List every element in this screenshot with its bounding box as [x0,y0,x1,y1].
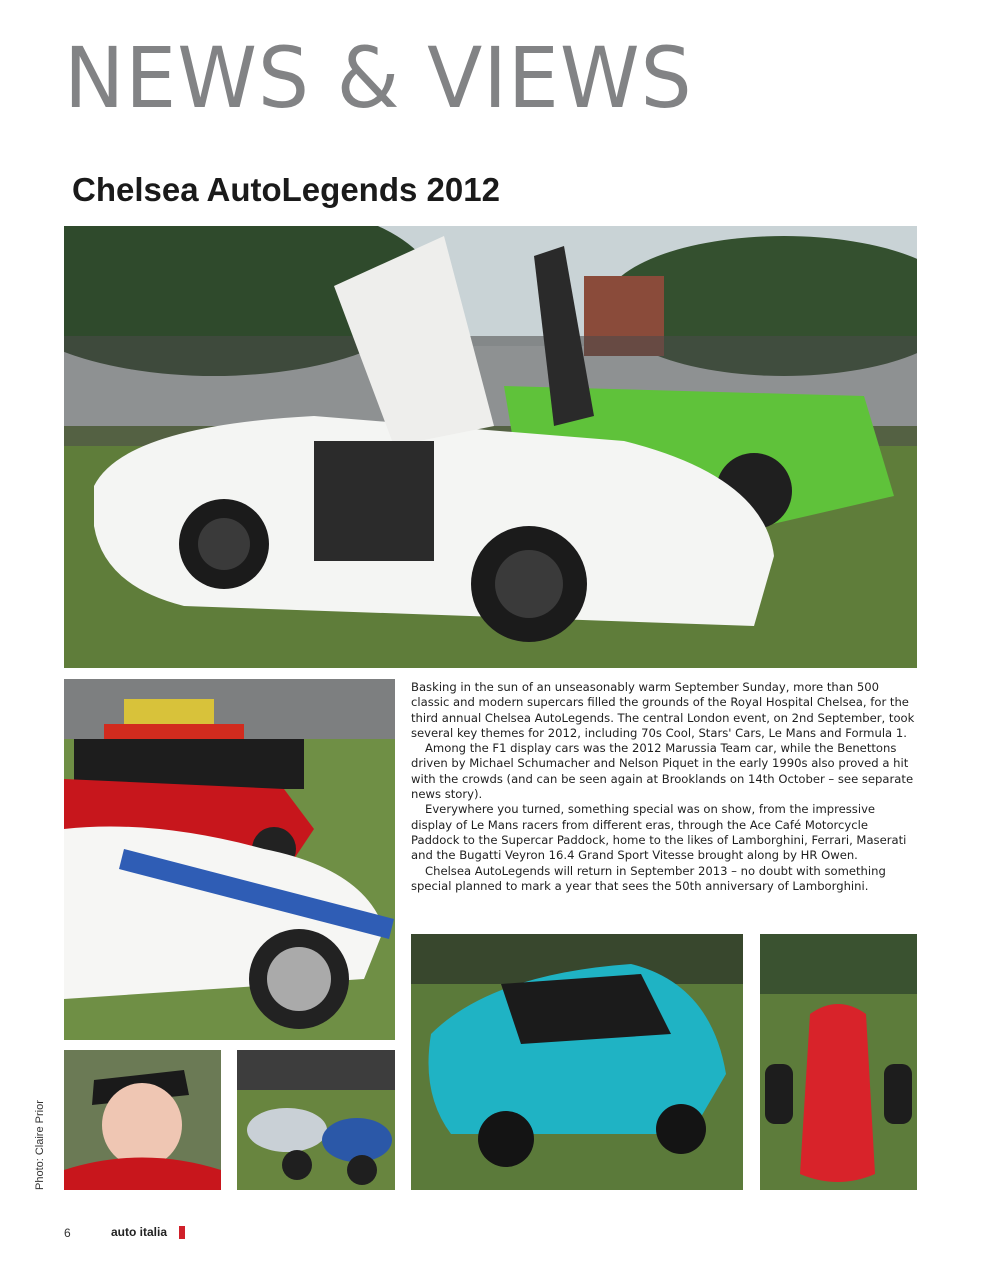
brand-marker [179,1226,185,1239]
headline: Chelsea AutoLegends 2012 [72,171,500,208]
photo-credit: Photo: Claire Prior [34,1100,46,1190]
photo-racing-car-row [64,679,395,1040]
photo-red-formula-car [760,934,917,1190]
photo-lamborghini-aventador [411,934,743,1190]
article-paragraph: Among the F1 display cars was the 2012 Marussia Team car, while the Benettons driven by Michael Schumacher and Nelson Piquet in the early 1990s also proved a hit with the crowds (and can be seen again at Brooklands on 14th October – see separate news story). [411,741,914,802]
article-paragraph: Chelsea AutoLegends will return in September 2013 – no doubt with something special planned to mark a year that sees the 50th anniversary of Lamborghini. [411,863,886,893]
article-paragraph: Basking in the sun of an unseasonably warm September Sunday, more than 500 classic and modern supercars filled the grounds of the Royal Hospital Chelsea, for the third annual Chelsea AutoLegends. The central London event, on 2nd September, took several key themes for 2012, including 70s Cool, Stars' Cars, Le Mans and Formula 1. [411,680,915,740]
section-title: NEWS & VIEWS [64,29,693,127]
page-number: 6 [64,1226,71,1240]
article-paragraph: Everywhere you turned, something special was on show, from the impressive display of Le Mans racers from different eras, through the Ace Café Motorcycle Paddock to the Supercar Paddock, home to the likes of Lamborghini, Ferrari, Maserati and the Bugatti Veyron 16.4 Grand Sport Vitesse brought along by HR Owen. [411,802,907,863]
article-body [411,680,919,894]
photo-chelsea-pensioner [64,1050,221,1190]
magazine-name: auto italia [111,1225,168,1239]
photo-scooters [237,1050,395,1190]
main-photo-bugatti [64,226,917,668]
